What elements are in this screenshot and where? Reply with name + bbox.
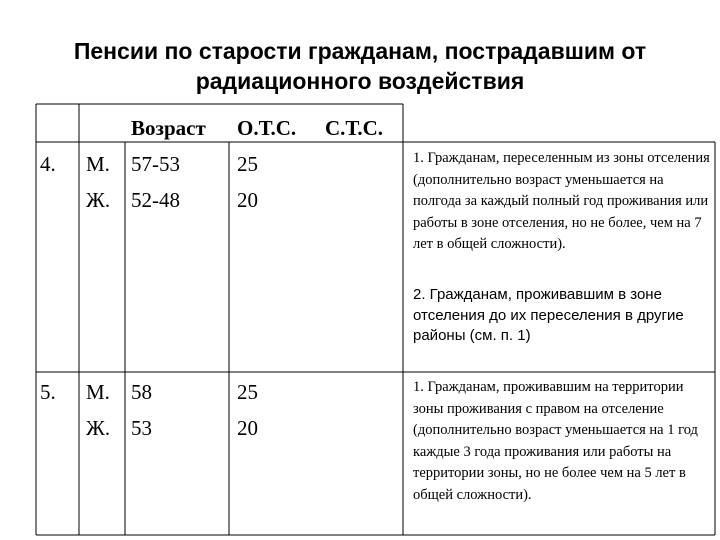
male-age: 57-53	[131, 152, 180, 176]
row-note-2: 2. Гражданам, проживавшим в зоне отселения до их переселения в другие районы (см. п. 1)	[413, 286, 684, 344]
female-label: Ж.	[86, 416, 111, 440]
header-age: Возраст	[131, 116, 206, 140]
female-age: 53	[131, 416, 152, 440]
page-title	[0, 36, 720, 96]
row-number: 5.	[40, 380, 56, 404]
header-sts: С.Т.С.	[325, 116, 383, 140]
male-age: 58	[131, 380, 152, 404]
row-number: 4.	[40, 152, 56, 176]
male-ots: 25	[237, 152, 258, 176]
title-line-1: Пенсии по старости гражданам, пострадавшим от	[73, 38, 647, 64]
female-age: 52-48	[131, 188, 180, 212]
row-note-1: 1. Гражданам, проживавшим на территории зоны проживания с правом на отселение (дополнительно возраст уменьшается на 1 год каждые 3 года проживания или работы на территории зоны, но не более чем на 5 лет в общей сложности).	[413, 379, 698, 503]
female-ots: 20	[237, 188, 258, 212]
male-ots: 25	[237, 380, 258, 404]
header-ots: О.Т.С.	[237, 116, 297, 140]
female-label: Ж.	[86, 188, 111, 212]
male-label: М.	[86, 152, 110, 176]
male-label: М.	[86, 380, 110, 404]
title-line-2: радиационного воздействия	[195, 68, 525, 94]
female-ots: 20	[237, 416, 258, 440]
row-note-1: 1. Гражданам, переселенным из зоны отселения (дополнительно возраст уменьшается на полгода за каждый полный год проживания или работы в зоне отселения, но не более, чем на 7 лет в общей сложности).	[413, 150, 710, 253]
